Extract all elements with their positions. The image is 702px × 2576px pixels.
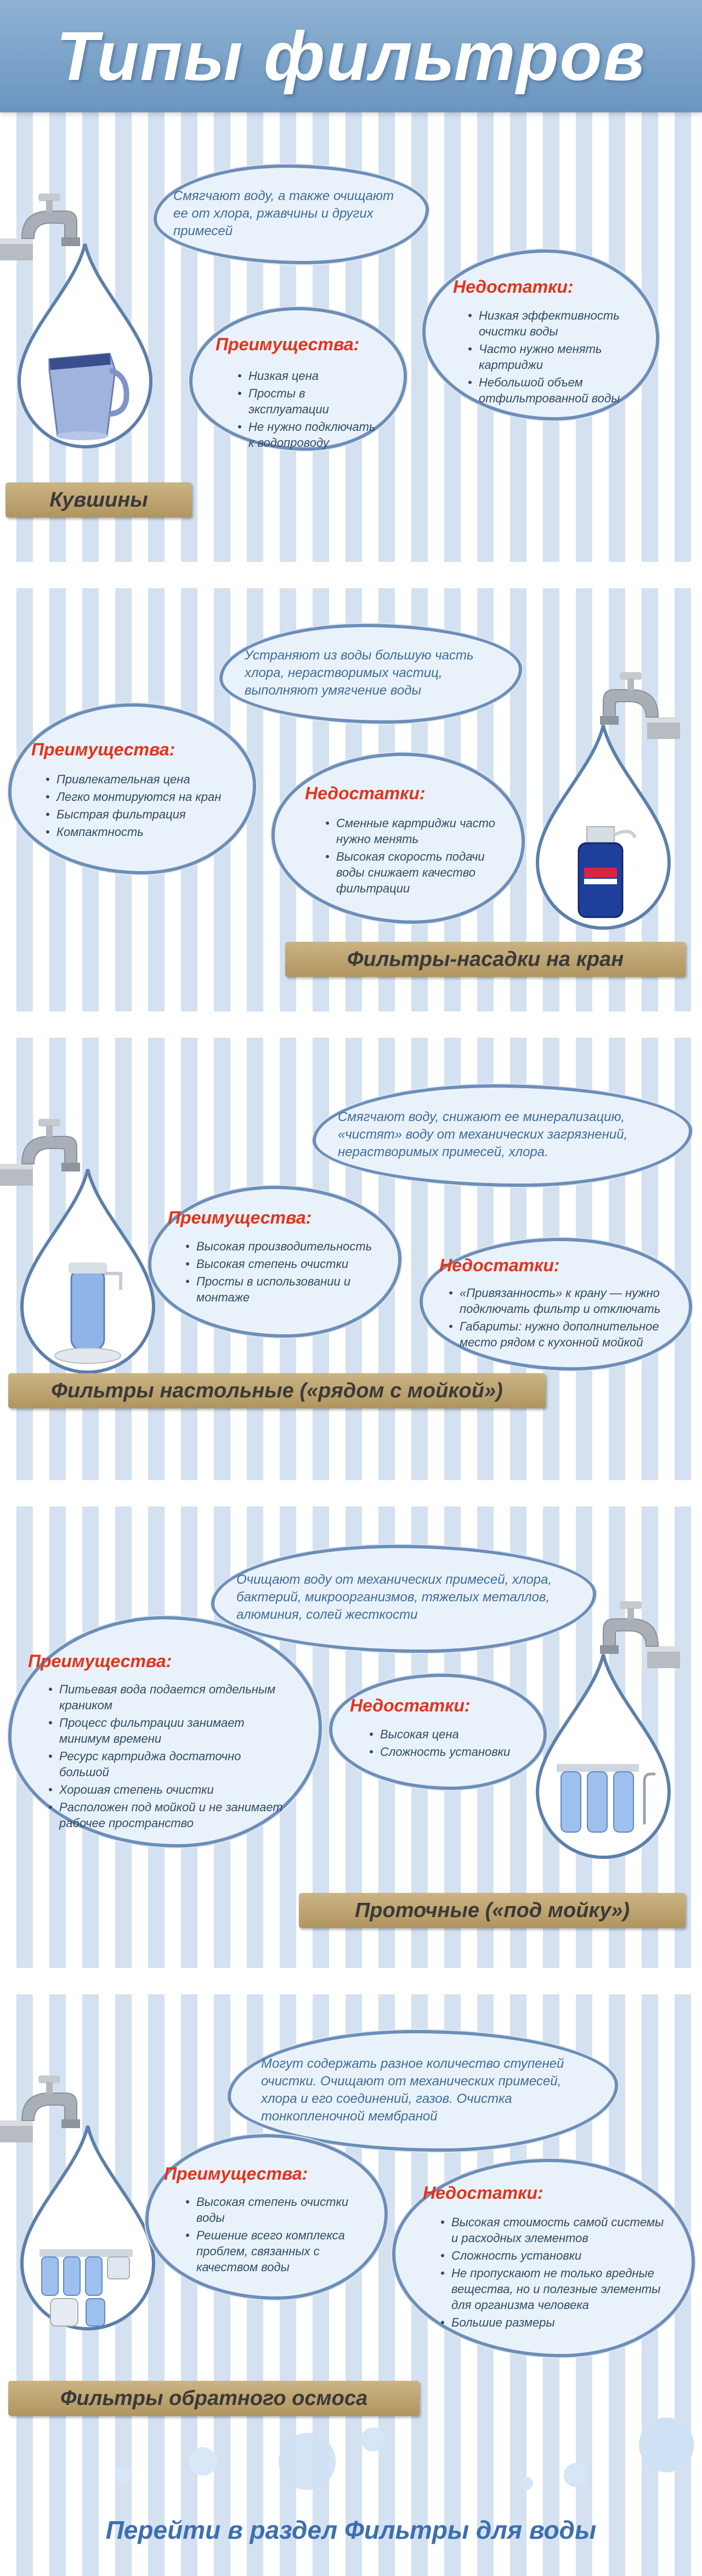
cons-title: Недостатки: bbox=[423, 2183, 544, 2203]
description-bubble bbox=[313, 1084, 692, 1187]
undersink-filter-image bbox=[551, 1759, 661, 1841]
description-text: Могут содержать разное количество ступеней очистки. Очищают от механических примесей, хлора и его соединений, газов. Очистка тонкопленочной мембраной bbox=[261, 2056, 564, 2124]
page-title: Типы фильтров bbox=[56, 18, 646, 95]
pros-bubble bbox=[8, 1616, 322, 1847]
cons-item: • Большие размеры bbox=[439, 2315, 670, 2330]
pros-list bbox=[47, 1681, 283, 1833]
cons-item: • Низкая эффективность очистки воды bbox=[467, 308, 631, 339]
description-bubble bbox=[219, 624, 522, 724]
bubble-icon bbox=[639, 2418, 694, 2472]
cons-list bbox=[324, 815, 500, 898]
pros-item: • Хорошая степень очистки bbox=[47, 1782, 283, 1798]
section-reverse-osmosis bbox=[0, 1994, 702, 2411]
section-label: Фильтры-насадки на кран bbox=[285, 942, 686, 977]
section-label: Кувшины bbox=[5, 482, 192, 518]
cons-item: • Сменные картриджи часто нужно менять bbox=[324, 815, 500, 847]
bubble-icon bbox=[361, 2427, 385, 2452]
countertop-filter-image bbox=[49, 1257, 132, 1372]
bubble-icon bbox=[115, 2466, 132, 2484]
pros-item: • Процесс фильтрации занимает минимум времени bbox=[47, 1715, 283, 1747]
pros-item: • Решение всего комплекса проблем, связанных с качеством воды bbox=[184, 2227, 365, 2275]
section-countertop-filters bbox=[0, 1038, 702, 1482]
cons-item: • Не пропускают не только вредные вещества, но и полезные элементы для организма человека bbox=[439, 2265, 670, 2313]
pitcher-image bbox=[38, 348, 132, 444]
section-label: Фильтры настольные («рядом с мойкой») bbox=[8, 1373, 546, 1408]
cons-item: • Небольшой объем отфильтрованной воды bbox=[467, 374, 631, 406]
cons-bubble bbox=[420, 1238, 692, 1371]
cons-item: • Высокая скорость подачи воды снижает качество фильтрации bbox=[324, 849, 500, 896]
cons-item: • Габариты: нужно дополнительное место рядом с кухонной мойкой bbox=[448, 1318, 667, 1350]
pros-item: • Не нужно подключать к водопроводу bbox=[236, 419, 379, 451]
description-bubble bbox=[228, 2030, 618, 2152]
pros-item: • Быстрая фильтрация bbox=[44, 806, 242, 822]
decorative-bubbles bbox=[0, 2401, 702, 2511]
go-to-filters-link[interactable]: Перейти в раздел Фильтры для воды bbox=[105, 2516, 597, 2544]
pros-item: • Просты в эксплуатации bbox=[236, 385, 379, 417]
pros-item: • Питьевая вода подается отдельным краником bbox=[47, 1681, 283, 1713]
pros-item: • Высокая степень очистки bbox=[184, 1256, 382, 1272]
pros-item: • Ресурс картриджа достаточно большой bbox=[47, 1748, 283, 1780]
description-bubble bbox=[211, 1545, 596, 1653]
cons-bubble bbox=[329, 1674, 547, 1790]
bubble-icon bbox=[564, 2463, 588, 2487]
cons-bubble bbox=[422, 249, 659, 420]
section-divider bbox=[0, 562, 702, 588]
description-bubble bbox=[154, 164, 429, 264]
pros-bubble bbox=[189, 307, 407, 451]
pros-title: Преимущества: bbox=[164, 2164, 308, 2183]
pros-title: Преимущества: bbox=[31, 740, 176, 759]
description-text: Устраняют из воды большую часть хлора, нерастворимых частиц, выполняют умягчение воды bbox=[245, 648, 474, 698]
description-text: Смягчают воду, снижают ее минерализацию, «чистят» воду от механических загрязнений, нерастворимых примесей, хлора. bbox=[338, 1110, 628, 1159]
section-divider bbox=[0, 1011, 702, 1038]
bubble-icon bbox=[520, 2477, 533, 2490]
pros-title: Преимущества: bbox=[28, 1651, 172, 1671]
section-pitchers bbox=[0, 112, 702, 562]
cons-title: Недостатки: bbox=[350, 1696, 471, 1715]
bubble-icon bbox=[279, 2433, 336, 2490]
pros-list bbox=[184, 2194, 365, 2277]
pros-list bbox=[236, 368, 379, 452]
cons-title: Недостатки: bbox=[453, 277, 574, 297]
cons-list bbox=[467, 308, 631, 408]
description-text: Очищают воду от механических примесей, хлора, бактерий, микроорганизмов, тяжелых металлов, алюминия, солей жесткости bbox=[236, 1572, 552, 1622]
cons-item: • Высокая цена bbox=[368, 1726, 533, 1742]
section-label: Проточные («под мойку») bbox=[299, 1893, 686, 1928]
section-divider bbox=[0, 1480, 702, 1506]
faucet-filter-image bbox=[570, 816, 642, 925]
pros-list bbox=[184, 1238, 382, 1307]
pros-item: • Компактность bbox=[44, 824, 242, 840]
cons-item: • «Привязанность» к крану — нужно подключать фильтр и отключать bbox=[448, 1285, 667, 1317]
cons-item: • Высокая стоимость самой системы и расходных элементов bbox=[439, 2214, 670, 2246]
section-divider bbox=[0, 1968, 702, 1994]
pros-item: • Просты в использовании и монтаже bbox=[184, 1273, 382, 1305]
cons-item: • Сложность установки bbox=[439, 2248, 670, 2264]
cons-bubble bbox=[392, 2159, 695, 2357]
cons-list bbox=[439, 2214, 670, 2332]
pros-bubble bbox=[145, 2134, 388, 2300]
section-undersink-filters bbox=[0, 1506, 702, 1967]
pros-item: • Легко монтируются на кран bbox=[44, 789, 242, 805]
cons-title: Недостатки: bbox=[439, 1255, 560, 1275]
pros-item: • Высокая степень очистки воды bbox=[184, 2194, 365, 2226]
pros-list bbox=[44, 771, 242, 841]
description-text: Смягчают воду, а также очищают ее от хлора, ржавчины и других примесей bbox=[173, 189, 394, 238]
bubble-icon bbox=[189, 2447, 217, 2476]
cons-item: • Сложность установки bbox=[368, 1744, 533, 1760]
pros-item: • Низкая цена bbox=[236, 368, 379, 384]
pros-title: Преимущества: bbox=[168, 1208, 312, 1227]
pros-item: • Высокая производительность bbox=[184, 1238, 382, 1254]
pros-title: Преимущества: bbox=[216, 334, 360, 354]
pros-bubble bbox=[148, 1186, 401, 1338]
section-label: Фильтры обратного осмоса bbox=[8, 2381, 420, 2416]
pros-item: • Привлекательная цена bbox=[44, 771, 242, 787]
pros-bubble bbox=[8, 703, 256, 874]
pros-item: • Расположен под мойкой и не занимает рабочее пространство bbox=[47, 1799, 283, 1831]
section-faucet-filters bbox=[0, 588, 702, 1038]
cons-title: Недостатки: bbox=[305, 783, 426, 803]
cons-item: • Часто нужно менять картриджи bbox=[467, 341, 631, 373]
reverse-osmosis-image bbox=[34, 2244, 144, 2332]
cons-list bbox=[368, 1726, 533, 1761]
cons-list bbox=[448, 1285, 667, 1352]
cons-bubble bbox=[271, 753, 525, 924]
header-banner bbox=[0, 0, 702, 112]
